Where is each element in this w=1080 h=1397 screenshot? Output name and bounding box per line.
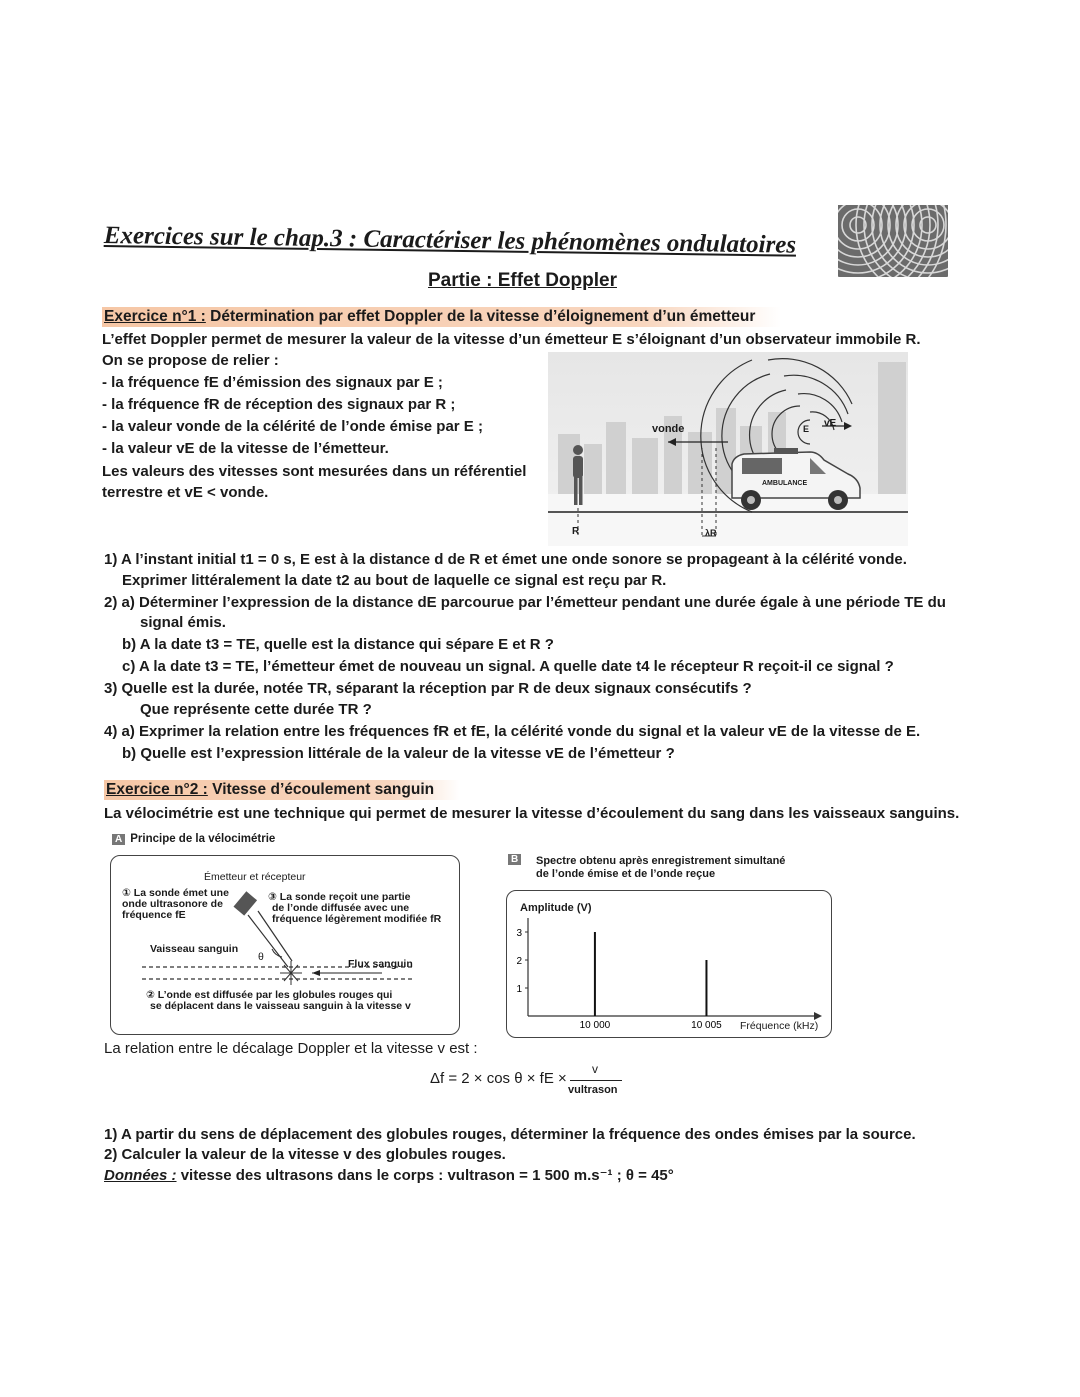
flow-label: Flux sanguin <box>348 958 413 970</box>
y-tick-label: 3 <box>516 928 522 939</box>
figure-b-badge-wrap <box>508 853 532 865</box>
emitter-receiver-label: Émetteur et récepteur <box>204 871 306 883</box>
ex1-question-2a-cont: signal émis. <box>140 614 226 631</box>
doppler-ambulance-figure <box>548 352 908 546</box>
figure-b-title-line2: de l’onde émise et de l’onde reçue <box>536 868 716 880</box>
step1-line2: onde ultrasonore de <box>122 898 223 910</box>
exercise1-heading <box>102 307 781 327</box>
theta-label: θ <box>258 951 264 963</box>
step1-line3: fréquence fE <box>122 909 186 921</box>
ex1-list-item: - la valeur vonde de la célérité de l’onde émise par E ; <box>102 418 483 435</box>
ex1-question-3b: Que représente cette durée TR ? <box>140 701 372 718</box>
fraction-bar <box>570 1080 622 1081</box>
ex1-question-2c: c) A la date t3 = TE, l’émetteur émet de nouveau un signal. A quelle date t4 le récepteur R reçoit-il ce signal ? <box>122 658 894 675</box>
step3-line3: fréquence légèrement modifiée fR <box>272 913 442 925</box>
step2-line1: ② L’onde est diffusée par les globules rouges qui <box>146 989 393 1001</box>
doppler-formula: Δf = 2 × cos θ × fE × <box>430 1070 567 1087</box>
exercise1-title: Détermination par effet Doppler de la vitesse d’éloignement d’un émetteur <box>210 308 756 325</box>
ex1-reference-line1: Les valeurs des vitesses sont mesurées dans un référentiel <box>102 463 527 480</box>
exercise2-number: Exercice n°2 : <box>106 781 208 798</box>
ex1-question-4b: b) Quelle est l’expression littérale de la valeur de la vitesse vE de l’émetteur ? <box>122 745 675 762</box>
ex1-list-item: - la fréquence fR de réception des signaux par R ; <box>102 396 456 413</box>
ex1-question-1b: Exprimer littéralement la date t2 au bout de laquelle ce signal est reçu par R. <box>122 572 667 589</box>
ex1-intro-line2: On se propose de relier : <box>102 352 279 369</box>
formula-numerator: v <box>592 1062 598 1076</box>
wave-pattern-image <box>838 205 948 277</box>
step1-line1: ① La sonde émet une <box>122 887 229 899</box>
x-axis-label: Fréquence (kHz) <box>740 1020 819 1032</box>
e-label: E <box>803 424 810 434</box>
relation-text: La relation entre le décalage Doppler et la vitesse v est : <box>104 1040 478 1057</box>
ex1-question-2a: 2) a) Déterminer l’expression de la distance dE parcourue par l’émetteur pendant une durée égale à une période TE du <box>104 594 946 611</box>
step3-line2: de l’onde diffusée avec une <box>272 902 410 914</box>
y-tick-label: 2 <box>516 956 522 967</box>
lambda-r-label: λR <box>705 528 717 538</box>
y-tick-label: 1 <box>516 984 522 995</box>
exercise2-heading <box>104 780 460 800</box>
ve-label: vE <box>824 418 837 429</box>
vonde-label: vonde <box>652 423 685 435</box>
spectrum-chart <box>508 892 828 1034</box>
ex2-data <box>104 1167 674 1185</box>
ex1-list-item: - la valeur vE de la vitesse de l’émetteur. <box>102 440 389 457</box>
page-title: Exercices sur le chap.3 : Caractériser les phénomènes ondulatoires <box>103 222 797 259</box>
step3-line1: ③ La sonde reçoit une partie <box>268 891 411 903</box>
ex1-question-4a: 4) a) Exprimer la relation entre les fréquences fR et fE, la célérité vonde du signal et la valeur vE de la vitesse de E. <box>104 723 921 740</box>
page-subtitle: Partie : Effet Doppler <box>428 270 617 291</box>
step2-line2: se déplacent dans le vaisseau sanguin à la vitesse v <box>150 1000 411 1012</box>
figure-a-title <box>112 833 275 845</box>
x-tick-label: 10 000 <box>579 1020 611 1031</box>
data-text: vitesse des ultrasons dans le corps : vultrason = 1 500 m.s⁻¹ ; θ = 45° <box>180 1167 674 1184</box>
ex1-question-2b: b) A la date t3 = TE, quelle est la distance qui sépare E et R ? <box>122 636 554 653</box>
x-tick-label: 10 005 <box>691 1020 722 1031</box>
exercise2-title: Vitesse d’écoulement sanguin <box>212 781 435 798</box>
ex1-intro-line1: L’effet Doppler permet de mesurer la valeur de la vitesse d’un émetteur E s’éloignant d’un observateur immobile R. <box>102 331 921 348</box>
ex2-question-1: 1) A partir du sens de déplacement des globules rouges, déterminer la fréquence des ondes émises par la source. <box>104 1126 916 1143</box>
vessel-label: Vaisseau sanguin <box>150 943 239 955</box>
exercise1-number: Exercice n°1 : <box>104 308 206 325</box>
ex2-question-2: 2) Calculer la valeur de la vitesse v des globules rouges. <box>104 1146 506 1163</box>
formula-denominator: vultrason <box>568 1084 618 1096</box>
data-label: Données : <box>104 1167 177 1184</box>
figure-a-title-text: Principe de la vélocimétrie <box>130 833 276 845</box>
figure-b-title-line1: Spectre obtenu après enregistrement simultané <box>536 855 786 867</box>
figure-a-badge: A <box>112 834 125 845</box>
ex1-reference-line2: terrestre et vE < vonde. <box>102 484 269 501</box>
y-axis-label: Amplitude (V) <box>520 902 592 914</box>
ex1-question-3a: 3) Quelle est la durée, notée TR, séparant la réception par R de deux signaux consécutifs ? <box>104 680 752 697</box>
ex1-list-item: - la fréquence fE d’émission des signaux par E ; <box>102 374 443 391</box>
ambulance-label: AMBULANCE <box>762 480 808 487</box>
ex1-question-1a: 1) A l’instant initial t1 = 0 s, E est à la distance d de R et émet une onde sonore se propageant à la célérité vonde. <box>104 551 907 568</box>
ex2-intro: La vélocimétrie est une technique qui permet de mesurer la vitesse d’écoulement du sang dans les vaisseaux sanguins. <box>104 805 960 822</box>
r-label: R <box>572 526 580 537</box>
figure-b-badge: B <box>508 854 521 865</box>
